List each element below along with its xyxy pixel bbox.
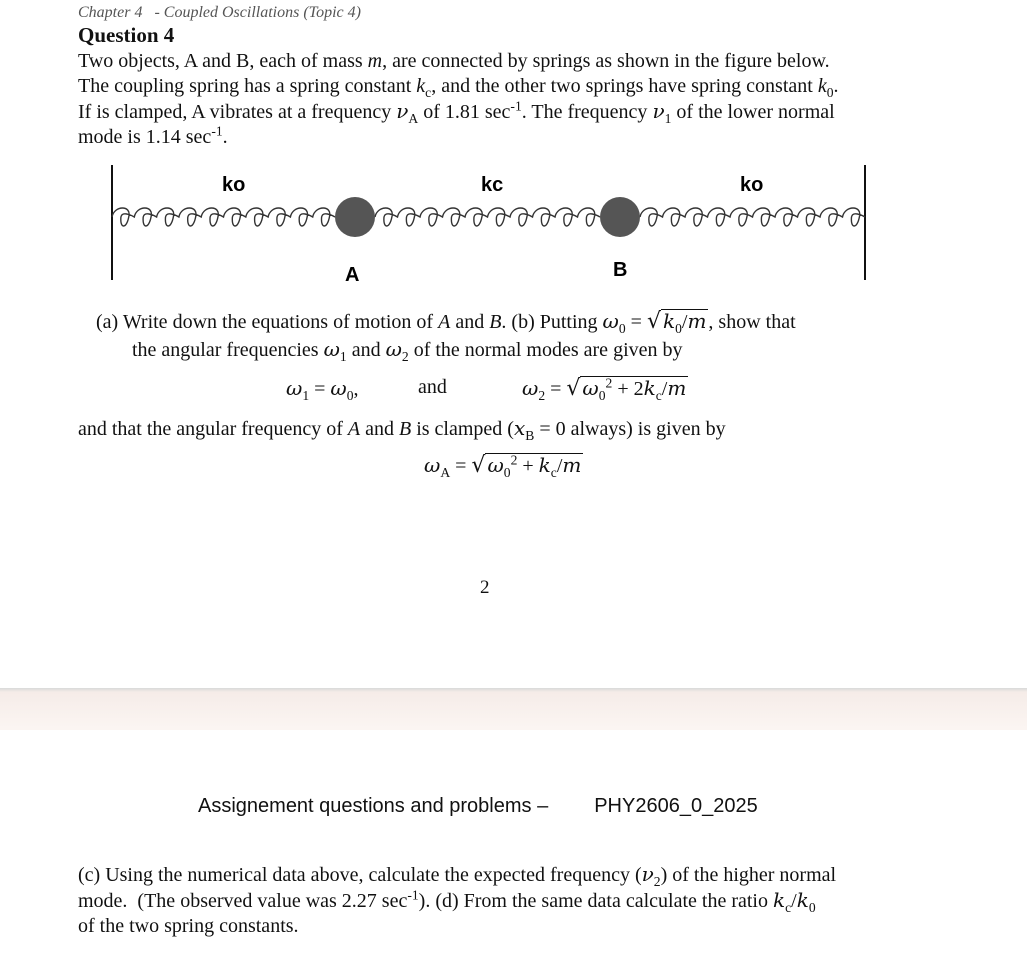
chapter-header: Chapter 4 - Coupled Oscillations (Topic 4) [78,4,361,21]
equation-omega1: $\omega_1 = \omega_0$, [286,376,359,403]
equation-and: and [418,376,447,398]
spring-label-left: ko [222,174,246,196]
mass-label-a: A [345,264,360,285]
mass-label-b: B [613,259,628,281]
part-cd-line-1: (c) Using the numerical data above, calculate the expected frequency $(\nu_2)$ of the higher normal [78,862,837,889]
mass-b [600,197,640,237]
part-a-line: (a) Write down the equations of motion of A and B. (b) Putting $\omega_0$ = √ $k_0/m$ , show that [96,309,796,336]
spring-left [112,208,335,226]
equation-omegaA: $\omega_A$ = √ $\omega_0^2 + k_c/m$ [424,452,582,480]
part-cd-line-3: of the two spring constants. [78,915,299,937]
page-footer [198,795,758,818]
spring-label-right: ko [740,174,764,196]
spring-right [640,208,865,226]
question-text [78,49,908,150]
part-cd-line-2: mode. (The observed value was 2.27 $\sec^{-1}$). (d) From the same data calculate the ratio $k_c/k_0$ [78,887,816,915]
clamp-text: and that the angular frequency of A and B is clamped ($x_B = 0$ always) is given by [78,416,726,443]
part-b-line: the angular frequencies $\omega_1$ and $\omega_2$ of the normal modes are given by [132,337,683,364]
question-line-2: The coupling spring has a spring constant $k_c$, and the other two springs have spring constant $k_0$. [78,75,839,100]
part-cd-text [78,862,918,939]
question-line-3: If is clamped, A vibrates at a frequency $\nu_A$ of 1.81 $\sec^{-1}$. The frequency $\nu_1$ of the lower normal [78,98,835,126]
equation-omega2: $\omega_2$ = √ $\omega_0^2 + 2k_c/m$ [522,375,687,403]
footer-course-code: PHY2606_0_2025 [594,795,758,817]
page-separator [0,688,1027,730]
question-line-1: Two objects, A and B, each of mass m, are connected by springs as shown in the figure below. [78,50,830,72]
spring-mass-figure [100,160,880,285]
mass-a [335,197,375,237]
spring-coupling [375,208,600,226]
question-title: Question 4 [78,23,175,47]
footer-title: Assignement questions and problems – [198,795,549,817]
spring-label-coupling: kc [481,174,504,196]
page-number: 2 [480,577,490,598]
question-line-4: mode is 1.14 $\sec^{-1}$. [78,123,228,148]
